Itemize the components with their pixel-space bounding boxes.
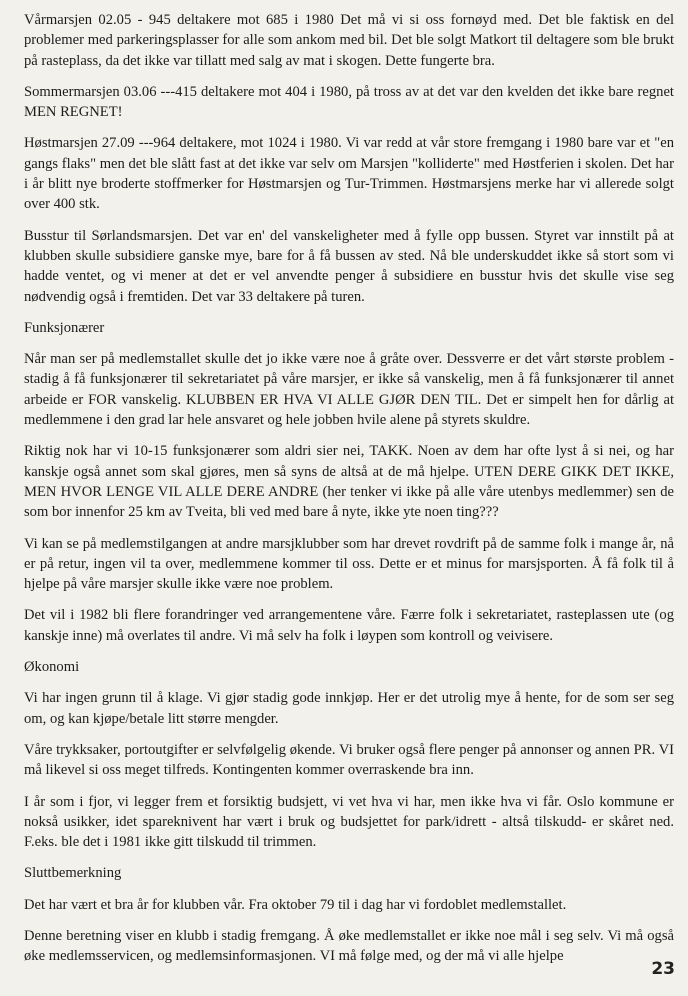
paragraph-medlemstallet: Når man ser på medlemstallet skulle det jo ikke være noe å gråte over. Dessverre er det vårt største problem -stadig å få funksjonærer til sekretariatet på våre marsjer, er ikke så vanskelig, men å få funksjonærer til annet arbeide er FOR vanskelig. KLUBBEN ER HVA VI ALLE GJØR DEN TIL. Det er simpelt hen for dårlig at medlemmene i den grad lar hele ansvaret og hele jobben hvile alene på styrets skuldre.	[24, 351, 674, 429]
paragraph-sommermarsjen: Sommermarsjen 03.06 ---415 deltakere mot 404 i 1980, på tross av at det var den kvelden det ikke bare regnet MEN REGNET!	[24, 83, 674, 121]
paragraph-funksjonaerer-takk: Riktig nok har vi 10-15 funksjonærer som aldri sier nei, TAKK. Noen av dem har ofte lyst å si nei, og har kanskje også annet som skal gjøres, men så syns de altså at de må hjelpe. UTEN DERE GIKK DET IKKE, MEN HVOR LENGE VIL ALLE DERE ANDRE (her tenker vi ikke på alle våre utenbys medlemmer) sen de som bor innenfor 25 km av Tveita, bli ved med bare å nyte, ikke yte noen ting???	[24, 443, 674, 521]
paragraph-bra-ar: Det har vært et bra år for klubben vår. Fra oktober 79 til i dag har vi fordoblet medlemstallet.	[24, 896, 567, 913]
paragraph-busstur: Busstur til Sørlandsmarsjen. Det var en' del vanskeligheter med å fylle opp bussen. Styret var innstilt på at klubben skulle subsidiere ganske mye, bare for å få bussen av sted. Nå ble underskuddet ikke så stort som vi hadde ventet, og vi mener at det er vel anvendte penger å subsidiere en busstur hvis det skulle vise seg nødvendig også i fremtiden. Det var 33 deltakere på turen.	[24, 227, 674, 305]
section-heading-okonomi: Økonomi	[24, 659, 80, 676]
section-heading-funksjonaerer: Funksjonærer	[24, 319, 105, 336]
paragraph-hostmarsjen: Høstmarsjen 27.09 ---964 deltakere, mot 1024 i 1980. Vi var redd at vår store fremgang i 1980 bare var et "en gangs flaks" men det ble slått fast at det ikke var selv om Marsjen "kolliderte" med Høstferien i skolen. Det har i år blitt nye broderte stoffmerker for Høstmarsjen og Tur-Trimmen. Høstmarsjens merke har vi allerede solgt over 400 stk.	[24, 135, 674, 213]
paragraph-trykksaker: Våre trykksaker, portoutgifter er selvfølgelig økende. Vi bruker også flere penger på annonser og annen PR. VI må likevel si oss meget tilfreds. Kontingenten kommer overraskende bra inn.	[24, 741, 674, 779]
paragraph-medlemstilgangen: Vi kan se på medlemstilgangen at andre marsjklubber som har drevet rovdrift på de samme folk i mange år, nå er på retur, ingen vil ta over, medlemmene kommer til oss. Dette er et minus for marsjsporten. Å få folk til å hjelpe på våre marsjer skulle ikke være noe problem.	[24, 535, 674, 593]
paragraph-budsjett: I år som i fjor, vi legger frem et forsiktig budsjett, vi vet hva vi har, men ikke hva vi får. Oslo kommune er nokså usikker, idet spareknivent har vært i bruk og budsjettet for park/idrett - altså tilskudd- er skåret ned. F.eks. ble det i 1981 ikke gitt tilskudd til trimmen.	[24, 793, 674, 851]
page-number: 23	[651, 959, 675, 979]
paragraph-varmarsjen: Vårmarsjen 02.05 - 945 deltakere mot 685 i 1980 Det må vi si oss fornøyd med. Det ble faktisk en del problemer med parkeringsplasser for alle som ankom med bil. Det ble solgt Matkort til deltagere som ble brukt på rasteplass, da det ikke var tillatt med salg av mat i skogen. Dette fungerte bra.	[24, 12, 674, 69]
paragraph-beretning: Denne beretning viser en klubb i stadig fremgang. Å øke medlemstallet er ikke noe mål i seg selv. Vi må også øke medlemsservicen, og medlemsinformasjonen. VI må følge med, og der må vi alle hjelpe	[24, 927, 674, 965]
paragraph-innkjop: Vi har ingen grunn til å klage. Vi gjør stadig gode innkjøp. Her er det utrolig mye å hente, for de som ser seg om, og kan kjøpe/betale litt større mengder.	[24, 690, 674, 727]
paragraph-forandringer-1982: Det vil i 1982 bli flere forandringer ved arrangementene våre. Færre folk i sekretariatet, rasteplassen ute (og kanskje inne) må overlates til andre. Vi må selv ha folk i løypen som kontroll og veivisere.	[24, 607, 674, 644]
section-heading-sluttbemerkning: Sluttbemerkning	[24, 865, 122, 882]
document-page	[24, 10, 674, 978]
